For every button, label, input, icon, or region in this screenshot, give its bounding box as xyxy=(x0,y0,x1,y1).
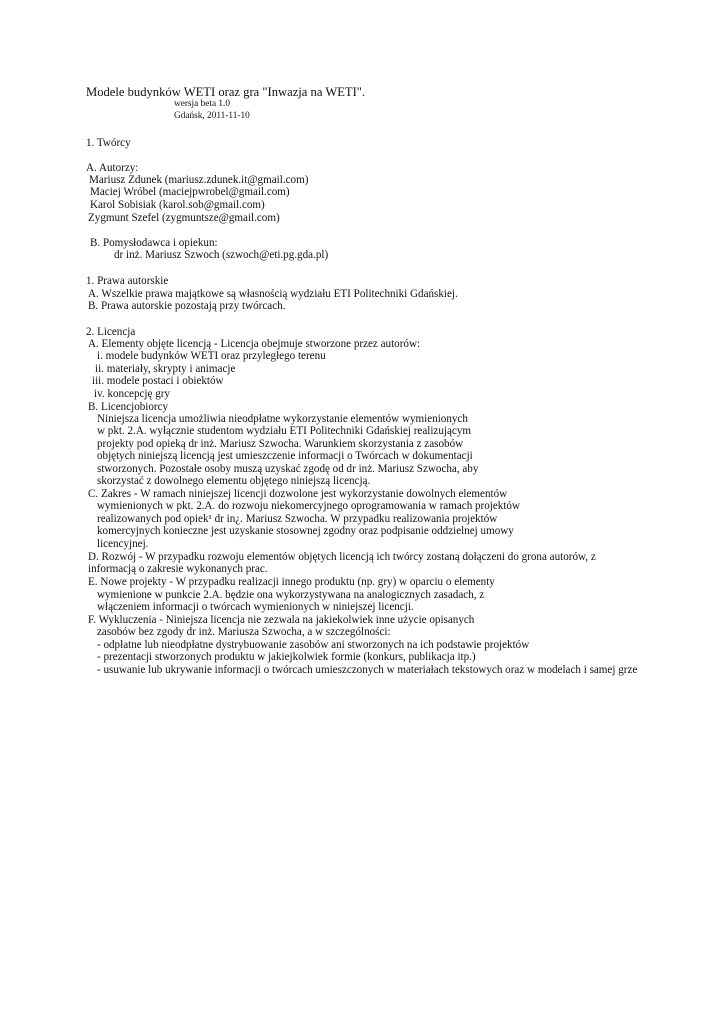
license-b-line: Niniejsza licencja umożliwia nieodpłatne wykorzystanie elementów wymienionych xyxy=(97,413,468,425)
author-line: Mariusz Zdunek (mariusz.zdunek.it@gmail.com) xyxy=(89,174,309,186)
license-f-line: - odpłatne lub nieodpłatne dystrybuowanie zasobów ani stworzonych na ich podstawie projektów xyxy=(97,639,530,651)
license-f-line: zasobów bez zgody dr inż. Mariusza Szwocha, a w szczególności: xyxy=(97,626,391,638)
license-c-line: licencyjnej. xyxy=(97,538,149,550)
mentor-heading: B. Pomysłodawca i opiekun: xyxy=(90,237,218,249)
license-a-heading: A. Elementy objęte licencją - Licencja obejmuje stworzone przez autorów: xyxy=(88,338,421,350)
license-d-line: informacją o zakresie wykonanych prac. xyxy=(88,563,268,575)
license-f-line: - prezentacji stworzonych produktu w jakiejkolwiek formie (konkurs, publikacja itp.) xyxy=(97,651,476,663)
rights-line: B. Prawa autorskie pozostają przy twórcach. xyxy=(88,300,286,312)
license-a-item: iv. koncepcję gry xyxy=(94,388,170,400)
section-heading: 1. Twórcy xyxy=(86,137,131,149)
authors-heading: A. Autorzy: xyxy=(86,162,139,174)
license-b-line: projekty pod opieką dr inż. Mariusz Szwocha. Warunkiem skorzystania z zasobów xyxy=(97,438,464,450)
license-a-item: ii. materiały, skrypty i animacje xyxy=(95,363,236,375)
mentor-line: dr inż. Mariusz Szwoch (szwoch@eti.pg.gda.pl) xyxy=(114,249,329,261)
document-title: Modele budynków WETI oraz gra "Inwazja na WETI". xyxy=(86,85,366,99)
license-b-line: w pkt. 2.A. wyłącznie studentom wydziału ETI Politechniki Gdańskiej realizującym xyxy=(97,425,472,437)
license-a-item: iii. modele postaci i obiektów xyxy=(92,375,224,387)
section-heading: 2. Licencja xyxy=(86,326,136,338)
author-line: Karol Sobisiak (karol.sob@gmail.com) xyxy=(90,199,265,211)
license-d-line: D. Rozwój - W przypadku rozwoju elementów objętych licencją ich twórcy zostaną dołączeni do grona autorów, z xyxy=(88,551,596,563)
author-line: Maciej Wróbel (maciejpwrobel@gmail.com) xyxy=(90,186,290,198)
license-c-line: C. Zakres - W ramach niniejszej licencji dozwolone jest wykorzystanie dowolnych elementów xyxy=(88,488,508,500)
license-c-line: realizowanych pod opiek¹ dr in¿. Mariusz Szwocha. W przypadku realizowania projektów xyxy=(97,513,498,525)
section-heading: 1. Prawa autorskie xyxy=(86,275,169,287)
license-b-line: stworzonych. Pozostałe osoby muszą uzyskać zgodę od dr inż. Mariusz Szwocha, aby xyxy=(97,463,479,475)
license-f-line: - usuwanie lub ukrywanie informacji o twórcach umieszczonych w materiałach tekstowych oraz w modelach i samej grze xyxy=(97,664,638,676)
license-e-line: wymienione w punkcie 2.A. będzie ona wykorzystywana na analogicznych zasadach, z xyxy=(97,589,485,601)
author-line: Zygmunt Szefel (zygmuntsze@gmail.com) xyxy=(88,212,280,224)
license-c-line: komercyjnych konieczne jest uzyskanie stosownej zgodny oraz podpisanie oddzielnej umowy xyxy=(97,525,514,537)
license-a-item: i. modele budynków WETI oraz przyległego terenu xyxy=(97,350,326,362)
rights-line: A. Wszelkie prawa majątkowe są własnością wydziału ETI Politechniki Gdańskiej. xyxy=(88,288,458,300)
license-b-line: skorzystać z dowolnego elementu objętego niniejszą licencją. xyxy=(97,475,371,487)
license-e-line: włączeniem informacji o twórcach wymienionych w niniejszej licencji. xyxy=(97,601,414,613)
license-b-line: objętych niniejszą licencją jest umieszczenie informacji o Twórcach w dokumentacji xyxy=(97,450,473,462)
place-date: Gdańsk, 2011-11-10 xyxy=(174,111,250,121)
license-b-heading: B. Licencjobiorcy xyxy=(88,401,169,413)
license-e-line: E. Nowe projekty - W przypadku realizacji innego produktu (np. gry) w oparciu o elementy xyxy=(88,576,495,588)
license-f-line: F. Wykluczenia - Niniejsza licencja nie zezwala na jakiekolwiek inne użycie opisanych xyxy=(88,614,475,626)
license-c-line: wymienionych w pkt. 2.A. do rozwoju niekomercyjnego oprogramowania w ramach projektów xyxy=(97,500,520,512)
version-label: wersja beta 1.0 xyxy=(174,99,231,109)
